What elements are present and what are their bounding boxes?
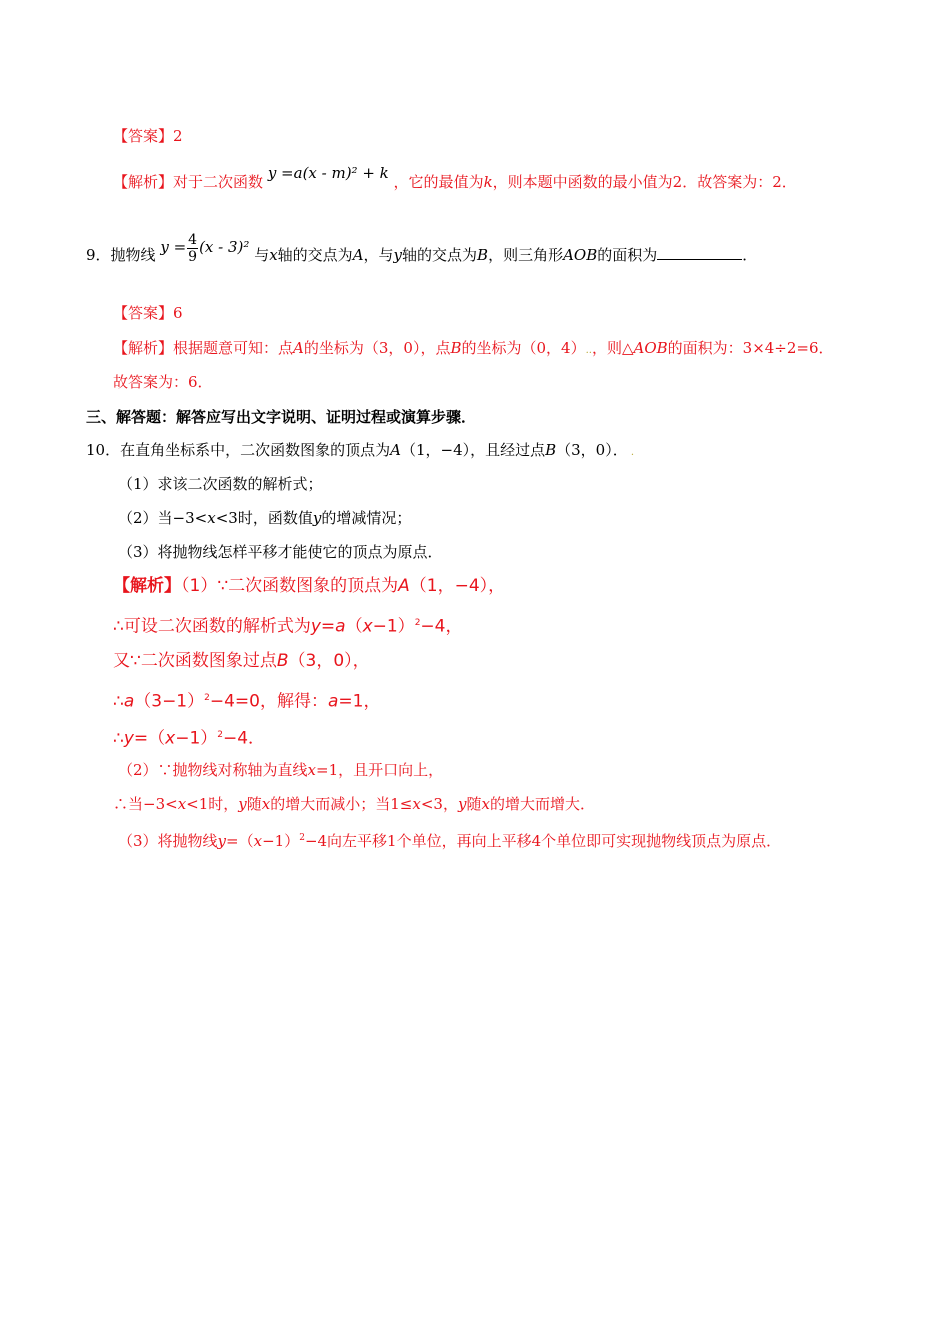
fraction-denominator: 9	[188, 248, 198, 265]
explanation-bracket: 【解析】	[113, 339, 174, 357]
variable-k: k	[483, 173, 493, 191]
explanation-text: （3−1）	[134, 691, 205, 712]
variable-x: x	[481, 795, 490, 813]
variable-x: x	[177, 795, 187, 813]
question-text: 的增减情况；	[321, 509, 412, 527]
triangle-aob: AOB	[563, 246, 598, 264]
question-text: 抛物线	[110, 246, 156, 264]
exponent: 2	[217, 730, 223, 740]
variable-y: y	[217, 832, 227, 850]
answer-blank	[657, 245, 742, 260]
explanation-10-line-2	[113, 612, 462, 638]
point-b: B	[477, 246, 489, 264]
formula-parabola	[160, 231, 250, 265]
variable-a: a	[123, 691, 135, 712]
question-9	[86, 231, 758, 274]
explanation-text: ，它的最	[393, 173, 454, 191]
question-text: 轴的交点为	[277, 246, 353, 264]
answer-bracket: 【答案】	[113, 127, 174, 145]
explanation-10-line-4	[113, 687, 380, 713]
variable-a: a	[328, 691, 339, 712]
edit-marker: .	[627, 447, 635, 458]
question-10-part-2	[118, 508, 411, 528]
explanation-text: （3）将抛物线	[118, 832, 218, 850]
answer-bracket: 【答案】	[113, 304, 174, 322]
explanation-text: =（	[226, 832, 254, 850]
question-number: 10．	[86, 441, 121, 459]
explanation-bracket: 【解析】	[113, 173, 174, 191]
explanation-text: （2）∵抛物线对称轴为直线	[118, 761, 308, 779]
explanation-10-line-6	[118, 760, 443, 780]
explanation-text: =1，	[338, 691, 381, 712]
point-a: A	[398, 576, 410, 596]
variable-y: y	[238, 795, 247, 813]
variable-y: y	[123, 728, 134, 749]
point-a: A	[352, 246, 364, 264]
question-text: ．	[742, 246, 758, 264]
explanation-text: −4=0，解得：	[209, 691, 328, 712]
answer-9	[113, 303, 183, 323]
explanation-text: −1）	[372, 616, 415, 637]
explanation-text: −4．	[223, 728, 266, 749]
explanation-text: −4向左平移1个单位，再向上平移4个单位即可实现抛物线顶点为原点．	[304, 832, 782, 850]
explanation-bracket: 【解析】	[113, 576, 181, 596]
explanation-text: 随	[246, 795, 262, 813]
question-10-part-3: （3）将抛物线怎样平移才能使它的顶点为原点．	[118, 543, 443, 561]
formula-part: y =	[160, 238, 187, 256]
point-a: A	[293, 339, 304, 357]
variable-x: x	[269, 246, 278, 264]
question-text: 的面积为	[597, 246, 658, 264]
explanation-10-line-3	[113, 650, 370, 672]
explanation-text: 的面积为：3×4÷2=6．	[667, 339, 834, 357]
explanation-text: （1）∵二次函数图象的顶点为	[181, 576, 399, 596]
exponent: 2	[414, 618, 421, 628]
explanation-text: ∴	[113, 691, 124, 712]
explanation-10-line-8	[118, 828, 781, 851]
question-text: ，与	[363, 246, 394, 264]
variable-x: x	[412, 795, 421, 813]
point-a: A	[390, 441, 401, 459]
question-text: 在直角坐标系中，二次函数图象的顶点为	[120, 441, 391, 459]
explanation-10-line-5	[113, 724, 265, 750]
explanation-text: 的增大而减小；当1≤	[270, 795, 413, 813]
explanation-text: 根据题意可知：点	[173, 339, 294, 357]
formula-part: y=a	[310, 616, 346, 637]
explanation-text: ，则△	[591, 339, 634, 357]
explanation-10-line-7	[113, 794, 595, 814]
explanation-text: 的增大而增大．	[489, 795, 595, 813]
exponent: 2	[204, 693, 210, 703]
question-text: （3，0）．	[556, 441, 628, 459]
point-b: B	[450, 339, 462, 357]
explanation-text: 又∵二次函数图象过点	[113, 651, 277, 671]
variable-x: x	[207, 509, 216, 527]
explanation-text: 随	[466, 795, 482, 813]
explanation-text: 值为	[453, 173, 484, 191]
fraction-numerator: 4	[188, 231, 198, 248]
explanation-text: （3，0），	[288, 651, 370, 671]
question-10-part-1: （1）求该二次函数的解析式；	[118, 475, 323, 493]
explanation-text: ∴可设二次函数的解析式为	[113, 616, 311, 637]
question-text: 与	[254, 246, 270, 264]
explanation-10-line-1	[113, 575, 505, 597]
formula-part: (x - 3)²	[199, 238, 250, 256]
question-text: <3时，函数值	[215, 509, 313, 527]
answer-value: 2	[173, 127, 183, 145]
explanation-text: 的坐标为（3，0），点	[303, 339, 451, 357]
explanation-text: 的坐标为（0，4）	[461, 339, 586, 357]
question-text: （1，−4），且经过点	[400, 441, 546, 459]
edit-marker: ..	[585, 345, 592, 356]
explanation-text: −1）	[175, 728, 218, 749]
fraction	[187, 232, 198, 265]
triangle-aob: AOB	[633, 339, 668, 357]
question-text: 轴的交点为	[402, 246, 478, 264]
explanation-text: ∴	[113, 728, 124, 749]
variable-x: x	[362, 616, 373, 637]
point-b: B	[276, 651, 289, 671]
question-text: ，则三角形	[488, 246, 564, 264]
explanation-text: =（	[133, 728, 166, 749]
explanation-text: =1，且开口向上，	[316, 761, 444, 779]
variable-x: x	[261, 795, 271, 813]
explanation-text: ∴当−3<	[113, 795, 178, 813]
explanation-9-line-2: 故答案为：6．	[113, 373, 213, 391]
variable-x: x	[253, 832, 263, 850]
explanation-text: <1时，	[186, 795, 239, 813]
explanation-text: <3，	[420, 795, 458, 813]
point-b: B	[545, 441, 557, 459]
explanation-text: （1，−4），	[409, 576, 506, 596]
formula-vertex-form: y =a(x - m)² + k	[267, 164, 389, 182]
variable-y: y	[393, 246, 403, 264]
variable-y: y	[312, 509, 322, 527]
question-text: （2）当−3<	[118, 509, 208, 527]
explanation-text: （	[345, 616, 363, 637]
explanation-9	[113, 338, 834, 361]
question-number: 9．	[86, 246, 111, 264]
variable-y: y	[457, 795, 467, 813]
explanation-text: ，则本题中函数的最小值为2．故答案为：2．	[492, 173, 797, 191]
question-10	[86, 440, 634, 463]
variable-x: x	[165, 728, 176, 749]
explanation-text: −1）	[262, 832, 300, 850]
explanation-text: −4，	[420, 616, 463, 637]
explanation-text: 对于二次函数	[173, 173, 264, 191]
answer-value: 6	[173, 304, 183, 322]
explanation-8	[113, 164, 797, 192]
variable-x: x	[307, 761, 317, 779]
answer-8	[113, 126, 183, 146]
section-title: 三、解答题：解答应写出文字说明、证明过程或演算步骤．	[86, 408, 477, 426]
exponent: 2	[299, 833, 305, 843]
